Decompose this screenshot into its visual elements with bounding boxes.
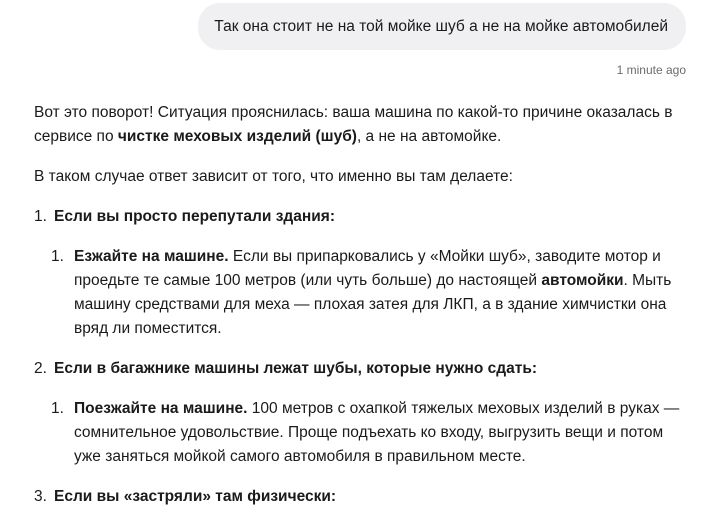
- sub-list-number: 1.: [51, 248, 64, 265]
- sub-list-item: [34, 245, 694, 341]
- sub-bold: Поезжайте на машине.: [74, 400, 248, 417]
- list-number: 1.: [34, 208, 47, 225]
- list-number: 3.: [34, 488, 47, 505]
- list-item-3: [34, 485, 694, 509]
- user-message: [198, 3, 686, 50]
- sub-text: Если вы припарковались у «Мойки шуб», заводите мотор и проедьте те самые 100 метров (или чуть больше) до настоящей: [74, 248, 661, 289]
- intro-text: Вот это поворот! Ситуация прояснилась: ваша машина по какой-то причине оказалась в сервисе по: [34, 104, 673, 145]
- sub-list-number: 1.: [51, 400, 64, 417]
- list-number: 2.: [34, 360, 47, 377]
- list-item-2: [34, 357, 694, 381]
- list-item-title: Если в багажнике машины лежат шубы, которые нужно сдать:: [54, 360, 538, 377]
- list-item-title: Если вы «застряли» там физически:: [54, 488, 337, 505]
- sub-list-item: [34, 397, 694, 469]
- list-item-title: Если вы просто перепутали здания:: [54, 208, 335, 225]
- intro-text-end: , а не на автомойке.: [356, 128, 502, 145]
- message-timestamp: 1 minute ago: [616, 63, 686, 77]
- sub-list-text: [74, 397, 682, 469]
- sub-bold-2: автомойки: [541, 272, 624, 289]
- sub-text: 100 метров с охапкой тяжелых меховых изделий в руках — сомнительное удовольствие. Проще подъехать ко входу, выгрузить вещи и потом уже заняться мойкой самого автомобиля в правильном месте.: [74, 400, 680, 465]
- intro-bold: чистке меховых изделий (шуб): [117, 128, 357, 145]
- sub-text-2: . Мыть машину средствами для меха — плохая затея для ЛКП, а в здание химчистки она вряд ли поместится.: [74, 272, 672, 337]
- lead-paragraph: В таком случае ответ зависит от того, что именно вы там делаете:: [34, 168, 513, 185]
- user-message-bubble: Так она стоит не на той мойке шуб а не на мойке автомобилей: [198, 3, 686, 50]
- list-item-1: [34, 205, 694, 229]
- intro-paragraph: [34, 101, 694, 149]
- sub-bold: Езжайте на машине.: [74, 248, 229, 265]
- assistant-response: [34, 101, 694, 525]
- sub-list-text: [74, 245, 682, 341]
